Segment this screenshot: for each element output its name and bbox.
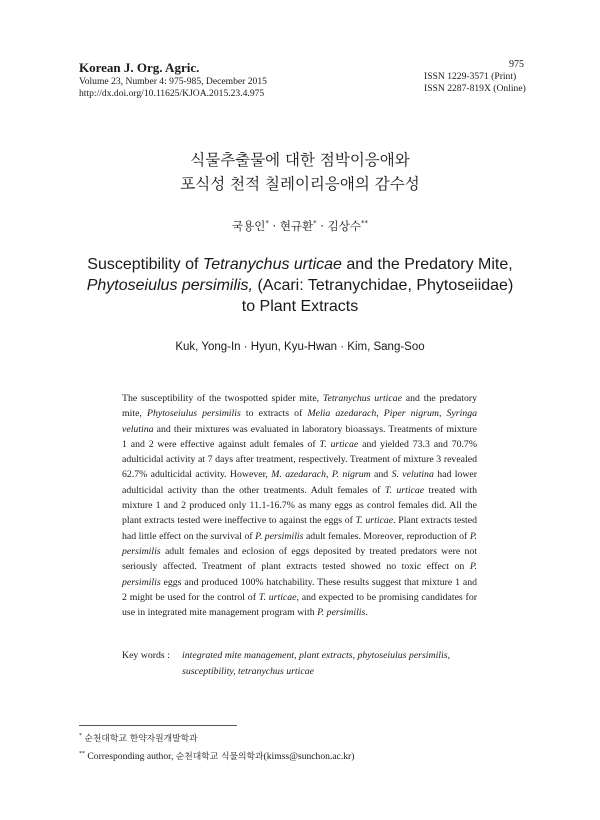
title-text: (Acari: Tetranychidae, Phytoseiidae) [253, 277, 514, 294]
abstract-species-name: T. urticae [258, 591, 297, 603]
abstract-species-name: P. persimilis [255, 530, 304, 542]
volume-line: Volume 23, Number 4: 975-985, December 2015 [79, 76, 267, 87]
journal-header [79, 60, 267, 100]
abstract-species-name: Melia azedarach [307, 408, 377, 420]
abstract-species-name: S. velutina [391, 469, 434, 481]
abstract-text: The susceptibility of the twospotted spider mite, [122, 393, 323, 404]
abstract-species-name: Piper nigrum [383, 408, 439, 420]
footnote-text: 순천대학교 식물의학과 [175, 752, 264, 763]
issn-print: ISSN 1229-3571 (Print) [424, 71, 517, 82]
english-title-line-3: to Plant Extracts [241, 298, 359, 315]
species-name: Phytoseiulus persimilis, [86, 277, 253, 294]
abstract-text: . [365, 607, 368, 619]
footnotes [79, 729, 354, 765]
issn-block [424, 71, 526, 95]
abstract-text: , and expected to be promising candidates for use in integrated mite management program with [122, 591, 477, 619]
abstract-species-name: P. persimilis [122, 530, 477, 557]
page-number: 975 [509, 59, 524, 70]
journal-name: Korean J. Org. Agric. [79, 60, 200, 75]
title-text: Susceptibility of [87, 256, 203, 273]
corresponding-mark: ** [360, 219, 368, 228]
author-separator: · [268, 219, 280, 233]
title-text: and the Predatory Mite, [341, 256, 513, 273]
english-title [0, 254, 600, 317]
doi-link[interactable]: http://dx.doi.org/10.11625/KJOA.2015.23.4.975 [79, 88, 265, 99]
abstract-text: and their mixtures was evaluated in laboratory bioassays. Treatments of mixture 1 and 2 were effective against adult females of [122, 423, 477, 450]
author-separator: · [316, 219, 328, 233]
abstract-species-name: P. nigrum [331, 469, 371, 481]
abstract-text: , [438, 408, 447, 420]
abstract-text: and yielded 73.3 and 70.7% adulticidal activity at 7 days after treatment, respectively. Treatment of mixture 3 revealed 62.7% adulticidal activity. However, [122, 438, 477, 481]
english-authors: Kuk, Yong-In · Hyun, Kyu-Hwan · Kim, Sang-Soo [175, 341, 425, 353]
abstract-text: treated with mixture 1 and 2 produced only 11.1-16.7% as many eggs as control females did. All the plant extracts tested were ineffective to against the eggs of [122, 484, 477, 527]
abstract-text: and the predatory mite, [122, 393, 478, 420]
abstract-species-name: P. persimilis [317, 607, 366, 619]
abstract-text: to extracts of [240, 408, 308, 420]
korean-authors [0, 218, 600, 234]
footnote-corresponding [79, 747, 354, 765]
abstract-text: had lower adulticidal activity than the other treatments. Adult females of [122, 469, 478, 496]
author-ko-1: 국용인 [232, 219, 266, 233]
footnote-text: 순천대학교 한약자원개발학과 [84, 734, 198, 745]
korean-title-line-1: 식물추출물에 대한 점박이응애와 [190, 151, 410, 169]
author-ko-3: 김상수 [327, 219, 361, 233]
keywords-line-1: integrated mite management, plant extracts, phytoseiulus persimilis, [182, 650, 451, 661]
corresponding-email[interactable]: (kimss@sunchon.ac.kr) [263, 751, 355, 763]
abstract-text: , [376, 408, 384, 420]
abstract-text: , [326, 469, 332, 481]
korean-title-line-2: 포식성 천적 칠레이리응애의 감수성 [180, 175, 420, 193]
abstract-text: adult females and eclosion of eggs deposited by treated predators were not seriously affected. Treatment of plant extracts tested showed no toxic effect on [122, 545, 477, 573]
abstract-species-name: T. urticae [319, 438, 359, 450]
abstract-text: and [370, 469, 392, 481]
english-title-line-2 [0, 275, 600, 296]
keywords-label: Key words : [122, 650, 170, 661]
abstract-species-name: P. persimilis [122, 561, 477, 588]
species-name: Tetranychus urticae [202, 256, 342, 273]
abstract-species-name: Tetranychus urticae [322, 393, 402, 404]
footnote-divider [79, 725, 237, 726]
abstract-species-name: Phytoseiulus persimilis [146, 408, 241, 420]
footnote-mark: * [79, 733, 82, 739]
abstract [122, 391, 477, 620]
footnote-mark: ** [79, 751, 85, 758]
abstract-species-name: M. azedarach [271, 469, 327, 481]
abstract-species-name: T. urticae [355, 515, 394, 527]
abstract-text: . Plant extracts tested had little effect on the survival of [122, 515, 478, 542]
abstract-species-name: Syringa velutina [122, 408, 478, 435]
abstract-text: eggs and produced 100% hatchability. These results suggest that mixture 1 and 2 might be used for the control of [122, 576, 477, 603]
footnote-text: Corresponding author, [87, 751, 176, 763]
affiliation-mark: * [265, 219, 269, 228]
abstract-species-name: T. urticae [384, 484, 425, 496]
issn-online: ISSN 2287-819X (Online) [424, 83, 526, 94]
korean-title [0, 148, 600, 196]
keywords-line-2: susceptibility, tetranychus urticae [182, 666, 314, 677]
affiliation-mark: * [313, 219, 317, 228]
author-ko-2: 현규환 [279, 219, 314, 233]
keywords [122, 648, 482, 680]
abstract-text: adult females. Moreover, reproduction of [303, 530, 470, 542]
footnote-affiliation [79, 729, 354, 747]
english-title-line-1 [0, 254, 600, 275]
